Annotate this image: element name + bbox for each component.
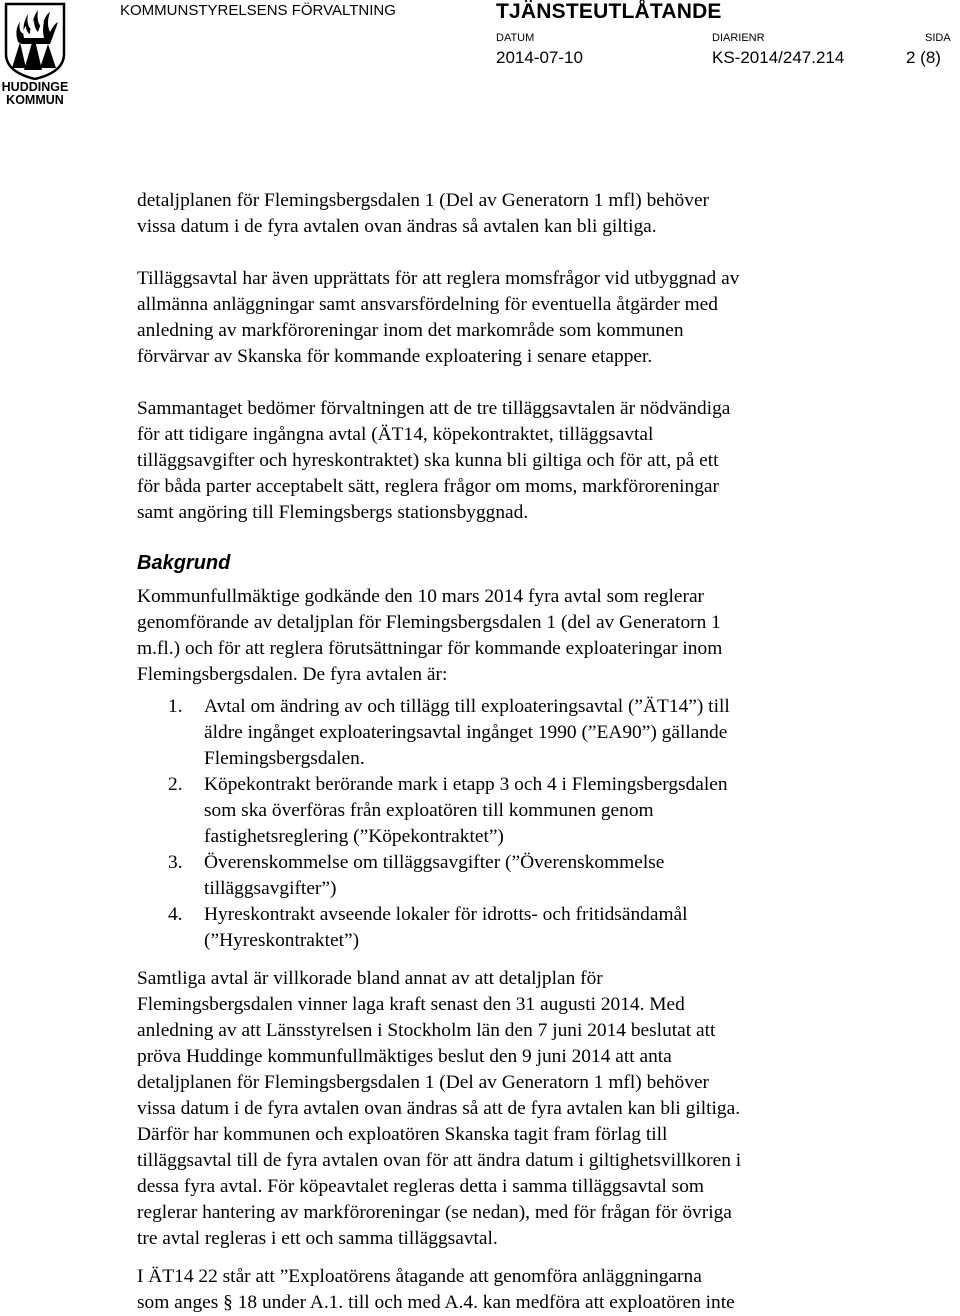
paragraph-4 <box>137 584 847 688</box>
text-line: vissa datum i de fyra avtalen ovan ändras så avtalen kan bli giltiga. <box>137 216 657 237</box>
list-item-number: 1. <box>168 696 183 717</box>
text-line: Därför har kommunen och exploatören Skanska tagit fram förlag till <box>137 1124 668 1145</box>
text-line: Överenskommelse om tilläggsavgifter (”Överenskommelse <box>204 852 665 873</box>
text-line: Kommunfullmäktige godkände den 10 mars 2014 fyra avtal som reglerar <box>137 586 705 607</box>
text-line: vissa datum i de fyra avtalen ovan ändras så att de fyra avtalen kan bli giltiga. <box>137 1098 741 1119</box>
section-heading-bakgrund: Bakgrund <box>137 552 231 574</box>
text-line: Tilläggsavtal har även upprättats för att reglera momsfrågor vid utbyggnad av <box>137 268 740 289</box>
sida-value: 2 (8) <box>906 48 941 67</box>
document-type: TJÄNSTEUTLÅTANDE <box>496 0 722 23</box>
list-item <box>137 902 857 954</box>
paragraph-2 <box>137 266 847 370</box>
text-line: Avtal om ändring av och tillägg till exploateringsavtal (”ÄT14”) till <box>204 696 730 717</box>
paragraph-3 <box>137 396 847 526</box>
text-line: Hyreskontrakt avseende lokaler för idrotts- och fritidsändamål <box>204 904 688 925</box>
text-line: anledning av att Länsstyrelsen i Stockholm län den 7 juni 2014 beslutat att <box>137 1020 716 1041</box>
text-line: samt angöring till Flemingsbergs stationsbyggnad. <box>137 502 529 523</box>
list-item-number: 3. <box>168 852 183 873</box>
text-line: pröva Huddinge kommunfullmäktiges beslut den 9 juni 2014 att anta <box>137 1046 672 1067</box>
text-line: äldre ingånget exploateringsavtal ingånget 1990 (”EA90”) gällande <box>204 722 728 743</box>
text-line: reglerar hantering av markföroreningar (se nedan), med för frågan för övriga <box>137 1202 732 1223</box>
list-item-number: 4. <box>168 904 183 925</box>
text-line: Samtliga avtal är villkorade bland annat av att detaljplan för <box>137 968 603 989</box>
datum-value: 2014-07-10 <box>496 48 583 67</box>
text-line: m.fl.) och för att reglera förutsättningar för kommande exploateringar inom <box>137 638 723 659</box>
text-line: för att tidigare ingångna avtal (ÄT14, köpekontraktet, tilläggsavtal <box>137 424 654 445</box>
text-line: allmänna anläggningar samt ansvarsfördelning för eventuella åtgärder med <box>137 294 718 315</box>
logo-text-line2: KOMMUN <box>6 93 64 107</box>
list-item <box>137 772 857 850</box>
text-line: tilläggsavgifter”) <box>204 878 337 899</box>
list-item <box>137 850 857 902</box>
text-line: fastighetsreglering (”Köpekontraktet”) <box>204 826 504 847</box>
flame-crest-icon <box>4 2 66 80</box>
text-line: detaljplanen för Flemingsbergsdalen 1 (Del av Generatorn 1 mfl) behöver <box>137 1072 710 1093</box>
text-line: detaljplanen för Flemingsbergsdalen 1 (Del av Generatorn 1 mfl) behöver <box>137 190 710 211</box>
logo-text-line1: HUDDINGE <box>1 80 69 94</box>
text-line: Flemingsbergsdalen. De fyra avtalen är: <box>137 664 448 685</box>
text-line: genomförande av detaljplan för Flemingsbergsdalen 1 (del av Generatorn 1 <box>137 612 721 633</box>
text-line: (”Hyreskontraktet”) <box>204 930 360 951</box>
text-line: anledning av markföroreningar inom det markområde som kommunen <box>137 320 684 341</box>
datum-label: DATUM <box>496 32 535 44</box>
text-line: Flemingsbergsdalen vinner laga kraft senast den 31 augusti 2014. Med <box>137 994 685 1015</box>
diarienr-value: KS-2014/247.214 <box>712 48 845 67</box>
text-line: som ska överföras från exploatören till kommunen genom <box>204 800 654 821</box>
text-line: som anges § 18 under A.1. till och med A.4. kan medföra att exploatören inte <box>137 1292 735 1313</box>
text-line: för båda parter acceptabelt sätt, reglera frågor om moms, markföroreningar <box>137 476 719 497</box>
sida-label: SIDA <box>925 32 951 44</box>
text-line: tre avtal regleras i ett och samma tilläggsavtal. <box>137 1228 498 1249</box>
text-line: Flemingsbergsdalen. <box>204 748 365 769</box>
text-line: tilläggsavtal till de fyra avtalen ovan för att ändra datum i giltighetsvillkoren i <box>137 1150 742 1171</box>
list-item <box>137 694 857 772</box>
text-line: Köpekontrakt berörande mark i etapp 3 och 4 i Flemingsbergsdalen <box>204 774 728 795</box>
text-line: tilläggsavgifter och hyreskontraktet) ska kunna bli giltiga och för att, på ett <box>137 450 719 471</box>
huddinge-kommun-logo <box>0 0 68 112</box>
text-line: dessa fyra avtal. För köpeavtalet regleras detta i samma tilläggsavtal som <box>137 1176 704 1197</box>
agreement-list <box>137 694 857 954</box>
text-line: Sammantaget bedömer förvaltningen att de tre tilläggsavtalen är nödvändiga <box>137 398 731 419</box>
text-line: I ÄT14 22 står att ”Exploatörens åtagande att genomföra anläggningarna <box>137 1266 702 1287</box>
text-line: förvärvar av Skanska för kommande exploatering i senare etapper. <box>137 346 653 367</box>
paragraph-1 <box>137 188 847 240</box>
diarienr-label: DIARIENR <box>712 32 765 44</box>
list-item-number: 2. <box>168 774 183 795</box>
org-name: KOMMUNSTYRELSENS FÖRVALTNING <box>120 2 396 19</box>
paragraph-5 <box>137 966 847 1252</box>
paragraph-6 <box>137 1264 847 1316</box>
